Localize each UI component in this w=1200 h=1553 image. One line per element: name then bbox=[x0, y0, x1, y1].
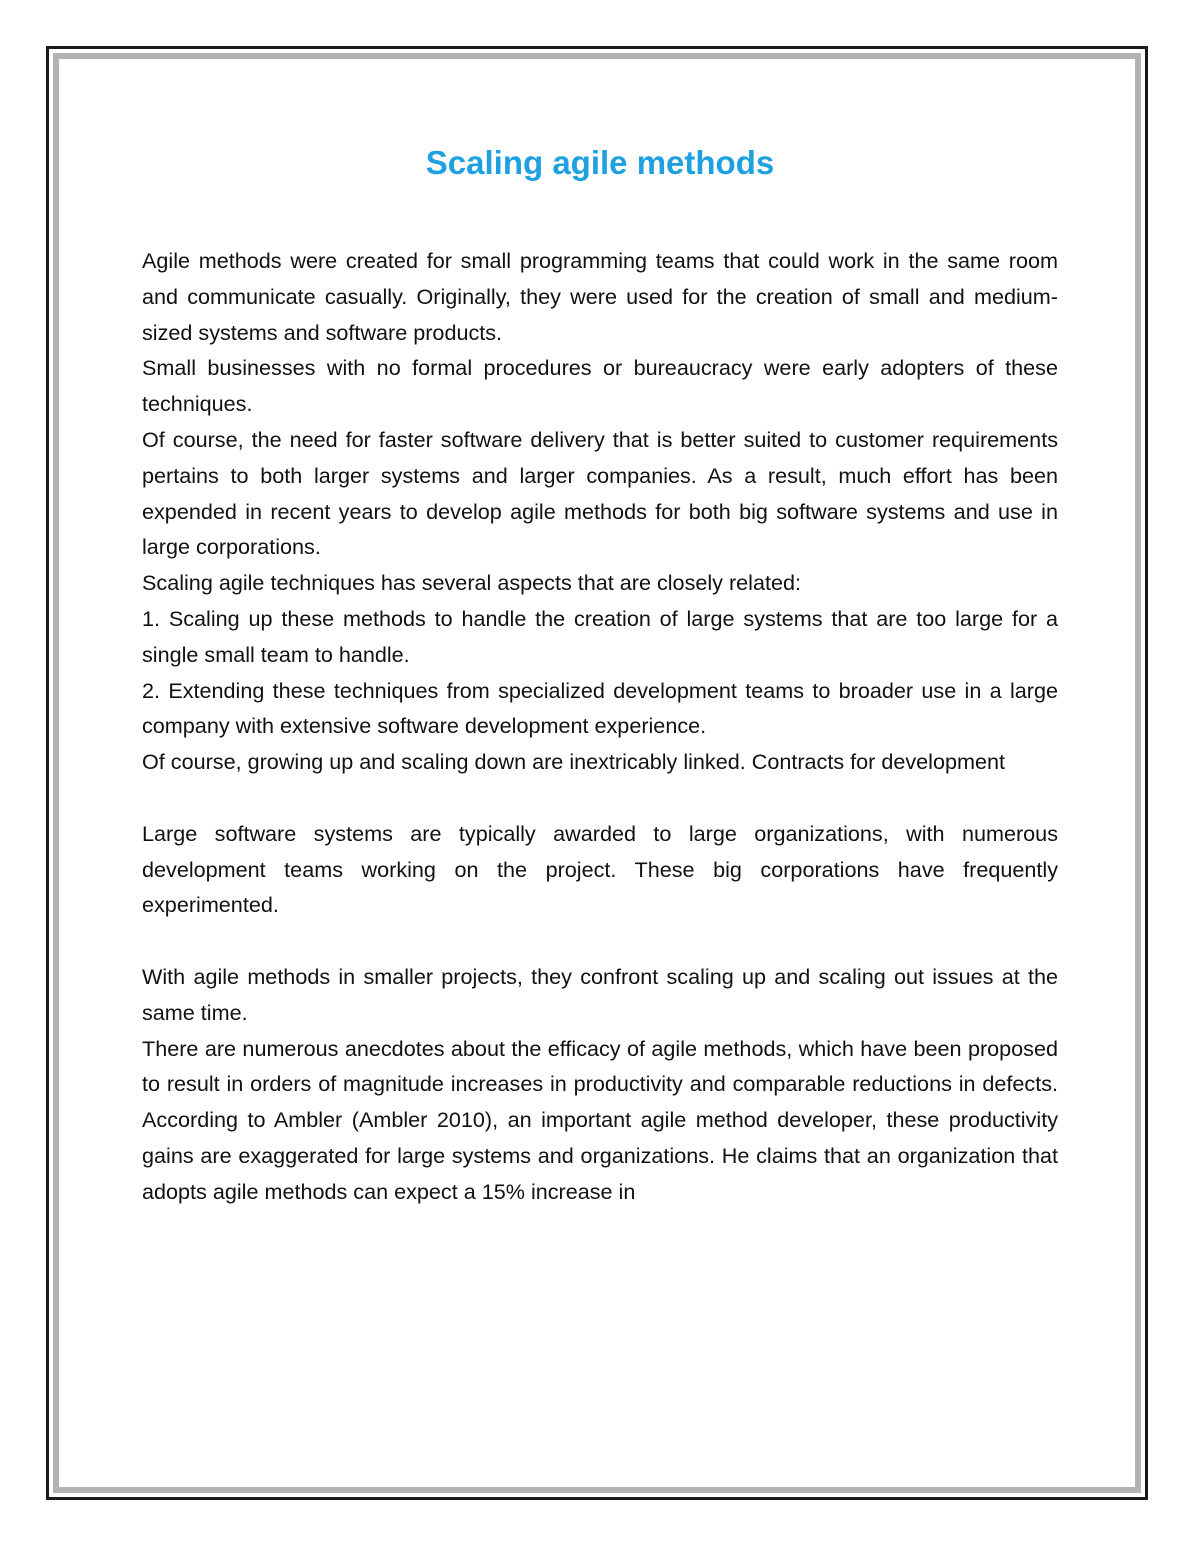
paragraph-scaling-aspects: Scaling agile techniques has several aspects that are closely related: bbox=[142, 570, 801, 596]
paragraph-smaller-projects: With agile methods in smaller projects, they confront scaling up and scaling out issues at the same time. bbox=[142, 963, 1058, 1025]
paragraph-anecdotes: There are numerous anecdotes about the efficacy of agile methods, which have been proposed to result in orders of magnitude increases in productivity and comparable reductions in defects. According to Ambler (Ambler 2010), an important agile method developer, these productivity gains are exaggerated for large systems and organizations. He claims that an organization that adopts agile methods can expect a 15% increase in bbox=[142, 1035, 1058, 1204]
list-item-scaling-up: 1. Scaling up these methods to handle the creation of large systems that are too large for a single small team to handle. bbox=[142, 605, 1058, 667]
paragraph-intro: Agile methods were created for small programming teams that could work in the same room and communicate casually. Originally, they were used for the creation of small and medium-sized systems and software products. bbox=[142, 248, 1058, 345]
paragraph-spacer bbox=[142, 780, 1058, 816]
document-title: Scaling agile methods bbox=[425, 144, 775, 181]
paragraph-growing-up: Of course, growing up and scaling down are inextricably linked. Contracts for development bbox=[142, 749, 1006, 775]
list-item-extending: 2. Extending these techniques from specialized development teams to broader use in a large company with extensive software development experience. bbox=[142, 677, 1058, 739]
paragraph-spacer bbox=[142, 923, 1058, 959]
paragraph-small-businesses: Small businesses with no formal procedures or bureaucracy were early adopters of these techniques. bbox=[142, 355, 1058, 417]
paragraph-faster-delivery: Of course, the need for faster software delivery that is better suited to customer requirements pertains to both larger systems and larger companies. As a result, much effort has been expended in recent years to develop agile methods for both big software systems and use in large corporations. bbox=[142, 426, 1058, 560]
paragraph-large-systems: Large software systems are typically awarded to large organizations, with numerous development teams working on the project. These big corporations have frequently experimented. bbox=[142, 820, 1058, 918]
document-body bbox=[142, 243, 1058, 1210]
